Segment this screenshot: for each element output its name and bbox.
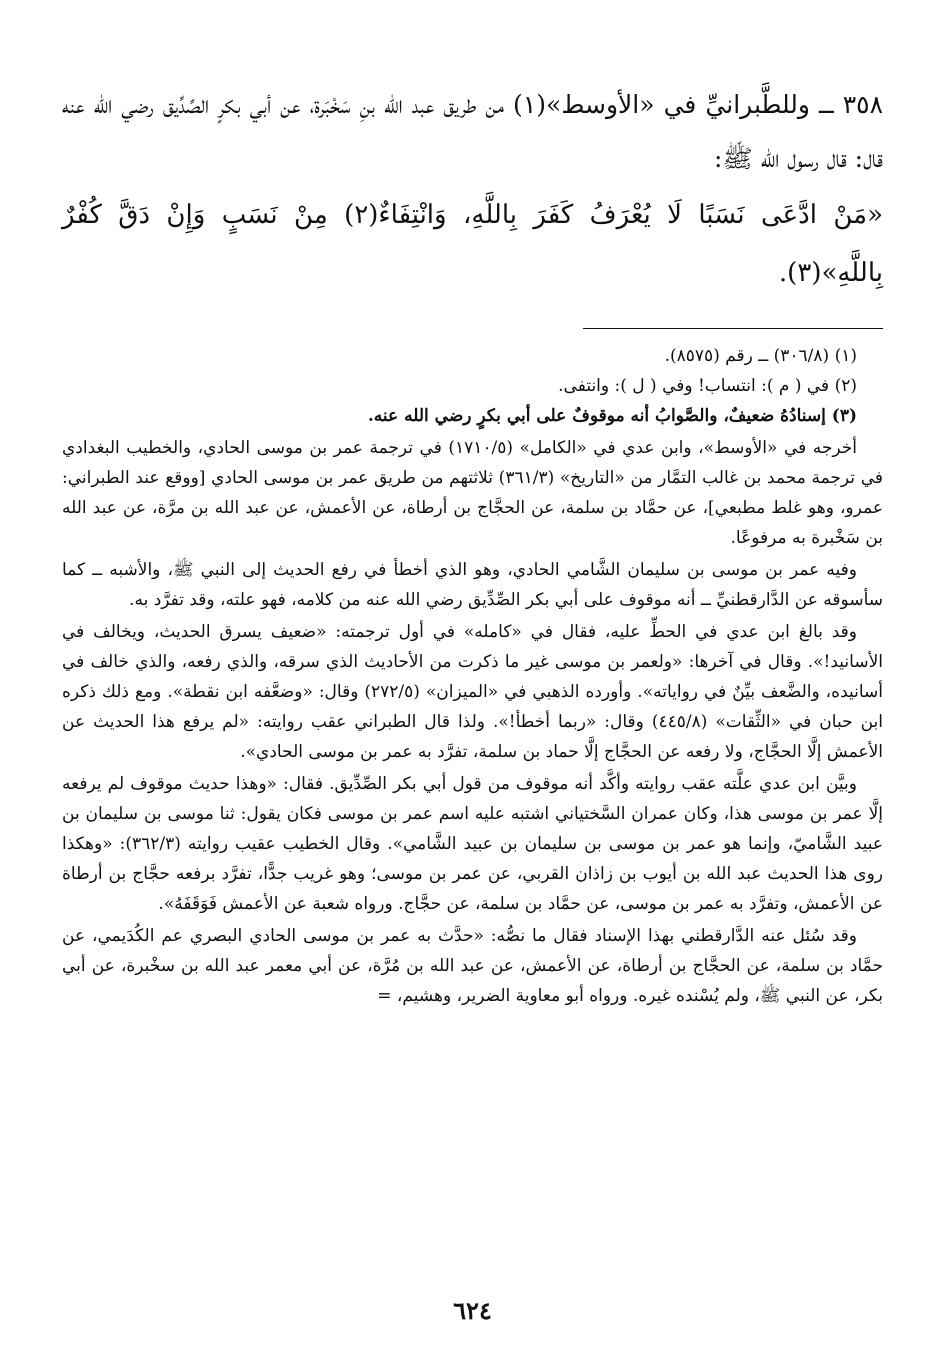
footnote-paragraph-3: وقد بالغ ابن عدي في الحطِّ عليه، فقال في «كامله» في أول ترجمته: «ضعيف يسرق الحديث، ويخالف في الأسانيد!». وقال في آخرها: «ولعمر بن موسى غير ما ذكرت من الأحاديث الذي سرقه، والذي رفعه، والذي خالف في أسانيده، والضَّعف بيِّنٌ في رواياته». وأورده الذهبي في «الميزان» (٢٧٢/٥) وقال: «وضعَّفه ابن نقطة». ومع ذلك ذكره ابن حبان في «الثِّقات» (٤٤٥/٨) وقال: «ربما أخطأ!». ولذا قال الطبراني عقب روايته: «لم يرفع هذا الحديث عن الأعمش إلَّا الحجَّاج، ولا رفعه عن الحجَّاج إلَّا حماد بن سلمة، تفرَّد به عمر بن موسى الحادي». bbox=[62, 622, 883, 762]
hadith-intro: ٣٥٨ ــ وللطَّبرانيِّ في «الأوسط»(١) من طريق عبد الله بنِ سَخْبَرة، عن أبي بكرٍ الصِّدِّيق رضي الله عنه قال: قال رسول الله ﷺ: bbox=[62, 90, 884, 173]
footnote-3-text: (٣) إسنادُهُ ضعيفٌ، والصَّوابُ أنه موقوفٌ على أبي بكرٍ رضي الله عنه. bbox=[367, 406, 857, 426]
footnote-paragraph-2: وفيه عمر بن موسى بن سليمان الشَّامي الحادي، وهو الذي أخطأ في رفع الحديث إلى النبي ﷺ، والأشبه ــ كما سأسوقه عن الدَّارقطنيِّ ــ أنه موقوف على أبي بكر الصِّدِّيق رضي الله عنه من كلامه، فهو علته، وقد تفرَّد به. bbox=[62, 560, 883, 610]
footnote-3 bbox=[62, 401, 883, 431]
footnote-paragraph-5: وقد سُئل عنه الدَّارقطني بهذا الإسناد فقال ما نصُّه: «حدَّث به عمر بن موسى الحادي البصري عم الكُدَيمي، عن حمَّاد بن سلمة، عن الحجَّاج بن أرطاة، عن الأعمش، عن عبد الله بن مُرَّة، عن أبي معمر عبد الله بن سخْبرة، عن أبي بكر، عن النبي ﷺ، ولم يُسْنده غيره. ورواه أبو معاوية الضرير، وهشيم، = bbox=[62, 926, 883, 1006]
footnotes bbox=[62, 341, 883, 1011]
hadith-text: «مَنْ ادَّعَى نَسَبًا لَا يُعْرَفُ كَفَرَ بِاللَّهِ، وَانْتِفَاءٌ(٢) مِنْ نَسَبٍ وَإِنْ دَقَّ كُفْرٌ بِاللَّهِ»(٣). bbox=[62, 200, 883, 288]
footnote-2: (٢) في ( م ): انتساب! وفي ( ل ): وانتفى. bbox=[558, 376, 857, 396]
footnote-paragraph-1: أخرجه في «الأوسط»، وابن عدي في «الكامل» (١٧١٠/٥) في ترجمة عمر بن موسى الحادي، والخطيب البغدادي في ترجمة محمد بن غالب التمَّار من «التاريخ» (٣٦١/٣) ثلاثتهم من طريق عمر بن موسى الحادي [ووقع عند الطبراني: عمرو، وهو غلط مطبعي]، عن حمَّاد بن سلمة، عن الحجَّاج بن أرطاة، عن الأعمش، عن عبد الله بن مرَّة، عن عبد الله بن سَخْبرة به مرفوعًا. bbox=[62, 438, 883, 548]
footnote-paragraph-4: وبيَّن ابن عدي علَّته عقب روايته وأكَّد أنه موقوف من قول أبي بكر الصِّدِّيق. فقال: «وهذا حديث موقوف لم يرفعه إلَّا عمر بن موسى هذا، وكان عمران السَّختياني اشتبه عليه اسم عمر بن موسى فكان يقول: ثنا موسى بن سليمان بن عبيد الشَّاميّ، وإنما هو عمر بن موسى بن سليمان بن عبيد الشَّامي». وقال الخطيب عقيب روايته (٣٦٢/٣): «وهكذا روى هذا الحديث عبد الله بن أيوب بن زاذان القربي، عن عمر بن موسى؛ وهو غريب جدًّا، تفرَّد برفعه حجَّاج بن أرطاة عن الأعمش، وتفرَّد به عمر بن موسى، عن حمَّاد بن سلمة، عن حجَّاج. ورواه شعبة عن الأعمش فَوَقَفَهُ». bbox=[62, 774, 883, 914]
page-number: ٦٢٤ bbox=[453, 1296, 492, 1325]
footnote-divider bbox=[583, 328, 883, 329]
main-text bbox=[62, 78, 883, 302]
footnote-1: (١) (٣٠٦/٨) ــ رقم (٨٥٧٥). bbox=[664, 346, 857, 366]
